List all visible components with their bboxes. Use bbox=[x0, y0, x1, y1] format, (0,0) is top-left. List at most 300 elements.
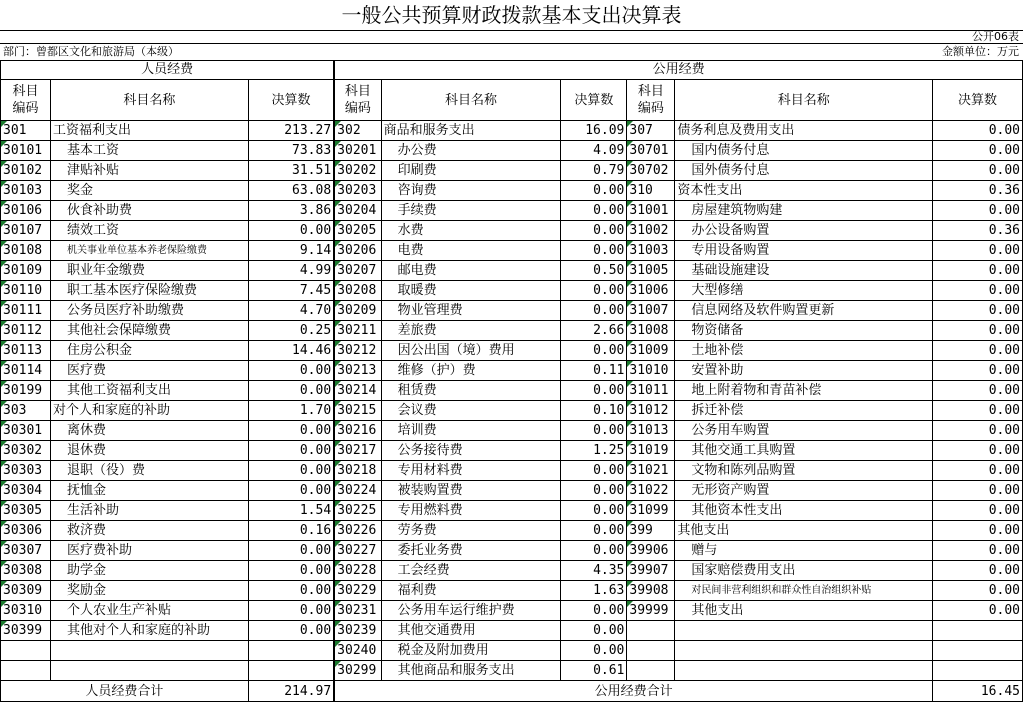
table-row bbox=[1, 601, 1023, 621]
item-name: 电费 bbox=[381, 241, 561, 261]
item-name: 医疗费 bbox=[50, 361, 248, 381]
item-code: 30207 bbox=[334, 261, 381, 281]
item-amount: 0.00 bbox=[933, 341, 1023, 361]
item-name: 专用燃料费 bbox=[381, 501, 561, 521]
item-amount: 0.00 bbox=[933, 521, 1023, 541]
item-amount: 0.00 bbox=[933, 561, 1023, 581]
item-code: 30199 bbox=[1, 381, 51, 401]
item-code: 30309 bbox=[1, 581, 51, 601]
item-amount: 0.00 bbox=[933, 301, 1023, 321]
item-amount: 31.51 bbox=[248, 161, 334, 181]
header-amount: 决算数 bbox=[248, 80, 334, 121]
item-code: 30304 bbox=[1, 481, 51, 501]
item-amount: 0.00 bbox=[248, 581, 334, 601]
item-code: 30209 bbox=[334, 301, 381, 321]
item-amount: 16.09 bbox=[561, 121, 627, 141]
header-code-text: 科目 编码 bbox=[12, 84, 39, 116]
item-code: 30305 bbox=[1, 501, 51, 521]
item-name: 基本工资 bbox=[50, 141, 248, 161]
item-code: 30302 bbox=[1, 441, 51, 461]
item-amount: 0.00 bbox=[248, 381, 334, 401]
item-code: 30702 bbox=[627, 161, 675, 181]
item-code: 302 bbox=[334, 121, 381, 141]
table-row bbox=[1, 461, 1023, 481]
item-code: 30308 bbox=[1, 561, 51, 581]
table-row bbox=[1, 201, 1023, 221]
item-name: 国家赔偿费用支出 bbox=[675, 561, 933, 581]
item-code: 30399 bbox=[1, 621, 51, 641]
item-name: 水费 bbox=[381, 221, 561, 241]
item-code: 301 bbox=[1, 121, 51, 141]
item-code: 30226 bbox=[334, 521, 381, 541]
item-amount: 4.70 bbox=[248, 301, 334, 321]
item-amount: 4.09 bbox=[561, 141, 627, 161]
item-amount: 2.66 bbox=[561, 321, 627, 341]
item-amount: 0.79 bbox=[561, 161, 627, 181]
item-amount: 0.00 bbox=[248, 601, 334, 621]
item-amount: 0.00 bbox=[248, 621, 334, 641]
table-row bbox=[1, 541, 1023, 561]
item-amount bbox=[933, 641, 1023, 661]
item-name: 专用材料费 bbox=[381, 461, 561, 481]
item-name: 会议费 bbox=[381, 401, 561, 421]
item-name: 国内债务付息 bbox=[675, 141, 933, 161]
item-code: 30203 bbox=[334, 181, 381, 201]
item-code: 30228 bbox=[334, 561, 381, 581]
table-row bbox=[1, 301, 1023, 321]
item-name: 福利费 bbox=[381, 581, 561, 601]
item-code: 30214 bbox=[334, 381, 381, 401]
item-amount bbox=[248, 641, 334, 661]
header-code bbox=[1, 80, 51, 121]
item-name: 助学金 bbox=[50, 561, 248, 581]
item-code bbox=[1, 661, 51, 681]
table-row bbox=[1, 181, 1023, 201]
header-code-text: 科目 编码 bbox=[637, 84, 664, 116]
item-name: 租赁费 bbox=[381, 381, 561, 401]
item-code: 303 bbox=[1, 401, 51, 421]
item-name: 其他交通工具购置 bbox=[675, 441, 933, 461]
item-name: 其他资本性支出 bbox=[675, 501, 933, 521]
item-code bbox=[627, 641, 675, 661]
item-name: 奖励金 bbox=[50, 581, 248, 601]
item-name: 基础设施建设 bbox=[675, 261, 933, 281]
item-name: 因公出国（境）费用 bbox=[381, 341, 561, 361]
item-amount: 0.00 bbox=[561, 481, 627, 501]
item-name: 资本性支出 bbox=[675, 181, 933, 201]
item-code: 39999 bbox=[627, 601, 675, 621]
item-amount: 1.70 bbox=[248, 401, 334, 421]
item-amount: 0.00 bbox=[561, 501, 627, 521]
item-amount: 0.00 bbox=[248, 361, 334, 381]
table-row bbox=[1, 401, 1023, 421]
divider bbox=[0, 43, 1023, 44]
item-code: 31005 bbox=[627, 261, 675, 281]
item-amount: 4.35 bbox=[561, 561, 627, 581]
item-name: 绩效工资 bbox=[50, 221, 248, 241]
item-name: 劳务费 bbox=[381, 521, 561, 541]
item-name: 机关事业单位基本养老保险缴费 bbox=[50, 241, 248, 261]
item-name: 取暖费 bbox=[381, 281, 561, 301]
item-amount: 213.27 bbox=[248, 121, 334, 141]
item-name bbox=[675, 661, 933, 681]
item-code: 30206 bbox=[334, 241, 381, 261]
item-code: 30307 bbox=[1, 541, 51, 561]
item-code: 30202 bbox=[334, 161, 381, 181]
personnel-total-label: 人员经费合计 bbox=[1, 681, 249, 702]
item-code: 30204 bbox=[334, 201, 381, 221]
table-row bbox=[1, 261, 1023, 281]
header-amount: 决算数 bbox=[933, 80, 1023, 121]
item-name: 其他商品和服务支出 bbox=[381, 661, 561, 681]
item-amount: 0.11 bbox=[561, 361, 627, 381]
item-name: 商品和服务支出 bbox=[381, 121, 561, 141]
table-row bbox=[1, 481, 1023, 501]
totals-row bbox=[1, 681, 1023, 702]
item-name: 抚恤金 bbox=[50, 481, 248, 501]
item-code: 30239 bbox=[334, 621, 381, 641]
item-amount: 0.00 bbox=[561, 221, 627, 241]
item-amount: 0.25 bbox=[248, 321, 334, 341]
item-amount: 0.00 bbox=[933, 501, 1023, 521]
table-row bbox=[1, 621, 1023, 641]
item-amount: 0.00 bbox=[561, 301, 627, 321]
item-name: 培训费 bbox=[381, 421, 561, 441]
item-amount: 0.00 bbox=[561, 281, 627, 301]
item-amount: 0.00 bbox=[933, 581, 1023, 601]
item-name: 奖金 bbox=[50, 181, 248, 201]
item-code: 31099 bbox=[627, 501, 675, 521]
item-name: 专用设备购置 bbox=[675, 241, 933, 261]
table-row bbox=[1, 641, 1023, 661]
item-code: 30114 bbox=[1, 361, 51, 381]
table-row bbox=[1, 121, 1023, 141]
item-amount: 0.00 bbox=[933, 241, 1023, 261]
item-code bbox=[627, 621, 675, 641]
section-public: 公用经费 bbox=[334, 61, 1022, 80]
item-code: 30107 bbox=[1, 221, 51, 241]
item-amount: 0.00 bbox=[248, 221, 334, 241]
item-name: 委托业务费 bbox=[381, 541, 561, 561]
item-name: 生活补助 bbox=[50, 501, 248, 521]
item-code: 30240 bbox=[334, 641, 381, 661]
item-name: 物资储备 bbox=[675, 321, 933, 341]
item-code: 30113 bbox=[1, 341, 51, 361]
item-code: 30227 bbox=[334, 541, 381, 561]
item-code: 39907 bbox=[627, 561, 675, 581]
item-amount: 0.00 bbox=[933, 601, 1023, 621]
item-name: 职业年金缴费 bbox=[50, 261, 248, 281]
header-code-text: 科目 编码 bbox=[344, 84, 371, 116]
table-row bbox=[1, 321, 1023, 341]
item-amount: 0.00 bbox=[561, 601, 627, 621]
item-code: 30110 bbox=[1, 281, 51, 301]
item-code: 30310 bbox=[1, 601, 51, 621]
table-row bbox=[1, 581, 1023, 601]
table-row bbox=[1, 361, 1023, 381]
item-name: 办公设备购置 bbox=[675, 221, 933, 241]
item-code: 30216 bbox=[334, 421, 381, 441]
item-code: 30111 bbox=[1, 301, 51, 321]
item-amount: 0.00 bbox=[933, 461, 1023, 481]
item-amount: 0.00 bbox=[248, 441, 334, 461]
item-code: 30211 bbox=[334, 321, 381, 341]
item-amount: 0.00 bbox=[561, 381, 627, 401]
item-amount: 0.00 bbox=[561, 621, 627, 641]
table-row bbox=[1, 161, 1023, 181]
item-code: 30217 bbox=[334, 441, 381, 461]
item-code: 39906 bbox=[627, 541, 675, 561]
item-name: 公务用车运行维护费 bbox=[381, 601, 561, 621]
report-title: 一般公共预算财政拨款基本支出决算表 bbox=[0, 0, 1023, 31]
item-amount: 0.50 bbox=[561, 261, 627, 281]
item-name: 其他交通费用 bbox=[381, 621, 561, 641]
table-row bbox=[1, 141, 1023, 161]
item-name: 拆迁补偿 bbox=[675, 401, 933, 421]
item-amount: 0.00 bbox=[561, 521, 627, 541]
expenditure-table bbox=[0, 60, 1023, 702]
item-name: 其他支出 bbox=[675, 521, 933, 541]
item-amount: 0.00 bbox=[933, 441, 1023, 461]
table-row bbox=[1, 421, 1023, 441]
item-code: 30701 bbox=[627, 141, 675, 161]
item-code: 307 bbox=[627, 121, 675, 141]
item-name: 职工基本医疗保险缴费 bbox=[50, 281, 248, 301]
item-amount: 4.99 bbox=[248, 261, 334, 281]
item-amount: 0.00 bbox=[561, 461, 627, 481]
item-name: 救济费 bbox=[50, 521, 248, 541]
header-code bbox=[627, 80, 675, 121]
item-name: 债务利息及费用支出 bbox=[675, 121, 933, 141]
item-code: 31009 bbox=[627, 341, 675, 361]
item-name: 被装购置费 bbox=[381, 481, 561, 501]
item-name: 大型修缮 bbox=[675, 281, 933, 301]
item-code: 30213 bbox=[334, 361, 381, 381]
item-code: 31019 bbox=[627, 441, 675, 461]
item-code: 30303 bbox=[1, 461, 51, 481]
item-amount: 0.00 bbox=[933, 381, 1023, 401]
item-name: 离休费 bbox=[50, 421, 248, 441]
item-name: 伙食补助费 bbox=[50, 201, 248, 221]
item-code: 31013 bbox=[627, 421, 675, 441]
item-amount: 0.00 bbox=[561, 341, 627, 361]
public-total-value: 16.45 bbox=[933, 681, 1023, 702]
item-code: 30225 bbox=[334, 501, 381, 521]
item-amount: 0.36 bbox=[933, 181, 1023, 201]
item-amount: 0.10 bbox=[561, 401, 627, 421]
form-number: 公开06表 bbox=[972, 30, 1019, 43]
table-row bbox=[1, 241, 1023, 261]
header-code bbox=[334, 80, 381, 121]
item-code: 30212 bbox=[334, 341, 381, 361]
item-amount: 3.86 bbox=[248, 201, 334, 221]
item-amount: 0.00 bbox=[933, 541, 1023, 561]
item-code: 31011 bbox=[627, 381, 675, 401]
item-amount: 0.00 bbox=[933, 121, 1023, 141]
item-code: 39908 bbox=[627, 581, 675, 601]
item-amount: 0.00 bbox=[933, 161, 1023, 181]
item-name bbox=[675, 641, 933, 661]
item-amount: 0.00 bbox=[933, 421, 1023, 441]
item-code: 30108 bbox=[1, 241, 51, 261]
item-amount: 0.00 bbox=[248, 541, 334, 561]
item-name: 工会经费 bbox=[381, 561, 561, 581]
item-code: 310 bbox=[627, 181, 675, 201]
item-name: 工资福利支出 bbox=[50, 121, 248, 141]
header-name: 科目名称 bbox=[381, 80, 561, 121]
item-name: 退职（役）费 bbox=[50, 461, 248, 481]
item-name: 信息网络及软件购置更新 bbox=[675, 301, 933, 321]
item-name: 津贴补贴 bbox=[50, 161, 248, 181]
item-name bbox=[50, 641, 248, 661]
item-amount: 0.16 bbox=[248, 521, 334, 541]
item-code bbox=[627, 661, 675, 681]
item-amount bbox=[933, 661, 1023, 681]
item-code: 30101 bbox=[1, 141, 51, 161]
item-amount: 7.45 bbox=[248, 281, 334, 301]
item-amount: 1.25 bbox=[561, 441, 627, 461]
public-total-label: 公用经费合计 bbox=[334, 681, 932, 702]
item-name: 土地补偿 bbox=[675, 341, 933, 361]
item-amount: 0.00 bbox=[561, 421, 627, 441]
item-name: 公务员医疗补助缴费 bbox=[50, 301, 248, 321]
table-row bbox=[1, 501, 1023, 521]
item-code: 31003 bbox=[627, 241, 675, 261]
table-row bbox=[1, 381, 1023, 401]
item-code: 30208 bbox=[334, 281, 381, 301]
item-name: 公务接待费 bbox=[381, 441, 561, 461]
item-amount: 0.00 bbox=[561, 201, 627, 221]
unit-label: 金额单位：万元 bbox=[942, 45, 1019, 58]
item-name: 对民间非营利组织和群众性自治组织补贴 bbox=[675, 581, 933, 601]
item-code: 30299 bbox=[334, 661, 381, 681]
item-code: 30306 bbox=[1, 521, 51, 541]
item-amount: 0.61 bbox=[561, 661, 627, 681]
item-name: 办公费 bbox=[381, 141, 561, 161]
item-code: 30102 bbox=[1, 161, 51, 181]
item-code: 30215 bbox=[334, 401, 381, 421]
item-name: 税金及附加费用 bbox=[381, 641, 561, 661]
item-amount: 0.00 bbox=[933, 401, 1023, 421]
item-name bbox=[50, 661, 248, 681]
item-code: 31021 bbox=[627, 461, 675, 481]
item-amount: 14.46 bbox=[248, 341, 334, 361]
item-code: 399 bbox=[627, 521, 675, 541]
item-name: 文物和陈列品购置 bbox=[675, 461, 933, 481]
item-name: 对个人和家庭的补助 bbox=[50, 401, 248, 421]
item-amount: 63.08 bbox=[248, 181, 334, 201]
table-row bbox=[1, 341, 1023, 361]
table-row bbox=[1, 521, 1023, 541]
header-name: 科目名称 bbox=[50, 80, 248, 121]
item-name: 国外债务付息 bbox=[675, 161, 933, 181]
item-amount: 0.00 bbox=[561, 641, 627, 661]
section-personnel: 人员经费 bbox=[1, 61, 335, 80]
department-label: 部门：曾都区文化和旅游局（本级） bbox=[3, 45, 179, 58]
item-amount: 0.00 bbox=[248, 461, 334, 481]
item-name: 赠与 bbox=[675, 541, 933, 561]
item-code: 30112 bbox=[1, 321, 51, 341]
item-name: 印刷费 bbox=[381, 161, 561, 181]
item-amount: 0.00 bbox=[248, 561, 334, 581]
item-code: 30103 bbox=[1, 181, 51, 201]
item-code: 31001 bbox=[627, 201, 675, 221]
item-name: 其他工资福利支出 bbox=[50, 381, 248, 401]
item-code: 31008 bbox=[627, 321, 675, 341]
item-name: 其他支出 bbox=[675, 601, 933, 621]
item-code: 30109 bbox=[1, 261, 51, 281]
item-amount: 0.00 bbox=[933, 141, 1023, 161]
item-amount: 1.63 bbox=[561, 581, 627, 601]
item-name: 物业管理费 bbox=[381, 301, 561, 321]
item-name: 公务用车购置 bbox=[675, 421, 933, 441]
item-code: 30224 bbox=[334, 481, 381, 501]
item-name: 退休费 bbox=[50, 441, 248, 461]
item-name: 其他社会保障缴费 bbox=[50, 321, 248, 341]
item-name: 个人农业生产补贴 bbox=[50, 601, 248, 621]
item-name: 地上附着物和青苗补偿 bbox=[675, 381, 933, 401]
item-name: 维修（护）费 bbox=[381, 361, 561, 381]
item-amount: 0.00 bbox=[561, 241, 627, 261]
item-amount: 0.00 bbox=[933, 261, 1023, 281]
personnel-total-value: 214.97 bbox=[248, 681, 334, 702]
item-code: 30231 bbox=[334, 601, 381, 621]
section-header-row bbox=[1, 61, 1023, 80]
item-code: 31022 bbox=[627, 481, 675, 501]
item-name: 住房公积金 bbox=[50, 341, 248, 361]
item-code: 30106 bbox=[1, 201, 51, 221]
item-code: 30229 bbox=[334, 581, 381, 601]
item-amount bbox=[248, 661, 334, 681]
item-amount: 73.83 bbox=[248, 141, 334, 161]
item-name: 房屋建筑物购建 bbox=[675, 201, 933, 221]
item-amount: 0.00 bbox=[248, 481, 334, 501]
item-name: 差旅费 bbox=[381, 321, 561, 341]
table-row bbox=[1, 221, 1023, 241]
item-amount: 0.00 bbox=[933, 481, 1023, 501]
item-code bbox=[1, 641, 51, 661]
item-amount: 0.00 bbox=[933, 201, 1023, 221]
item-name: 邮电费 bbox=[381, 261, 561, 281]
item-code: 30201 bbox=[334, 141, 381, 161]
item-amount bbox=[933, 621, 1023, 641]
item-name: 无形资产购置 bbox=[675, 481, 933, 501]
item-name: 安置补助 bbox=[675, 361, 933, 381]
item-name: 其他对个人和家庭的补助 bbox=[50, 621, 248, 641]
item-code: 30218 bbox=[334, 461, 381, 481]
item-code: 30205 bbox=[334, 221, 381, 241]
table-row bbox=[1, 281, 1023, 301]
column-header-row bbox=[1, 80, 1023, 121]
item-code: 31012 bbox=[627, 401, 675, 421]
header-name: 科目名称 bbox=[675, 80, 933, 121]
table-row bbox=[1, 441, 1023, 461]
item-name: 医疗费补助 bbox=[50, 541, 248, 561]
item-amount: 0.00 bbox=[561, 181, 627, 201]
item-name: 咨询费 bbox=[381, 181, 561, 201]
item-amount: 0.00 bbox=[248, 421, 334, 441]
item-code: 31002 bbox=[627, 221, 675, 241]
item-name: 手续费 bbox=[381, 201, 561, 221]
item-amount: 1.54 bbox=[248, 501, 334, 521]
item-amount: 0.36 bbox=[933, 221, 1023, 241]
item-amount: 9.14 bbox=[248, 241, 334, 261]
table-row bbox=[1, 561, 1023, 581]
table-row bbox=[1, 661, 1023, 681]
item-amount: 0.00 bbox=[561, 541, 627, 561]
item-code: 31010 bbox=[627, 361, 675, 381]
header-amount: 决算数 bbox=[561, 80, 627, 121]
